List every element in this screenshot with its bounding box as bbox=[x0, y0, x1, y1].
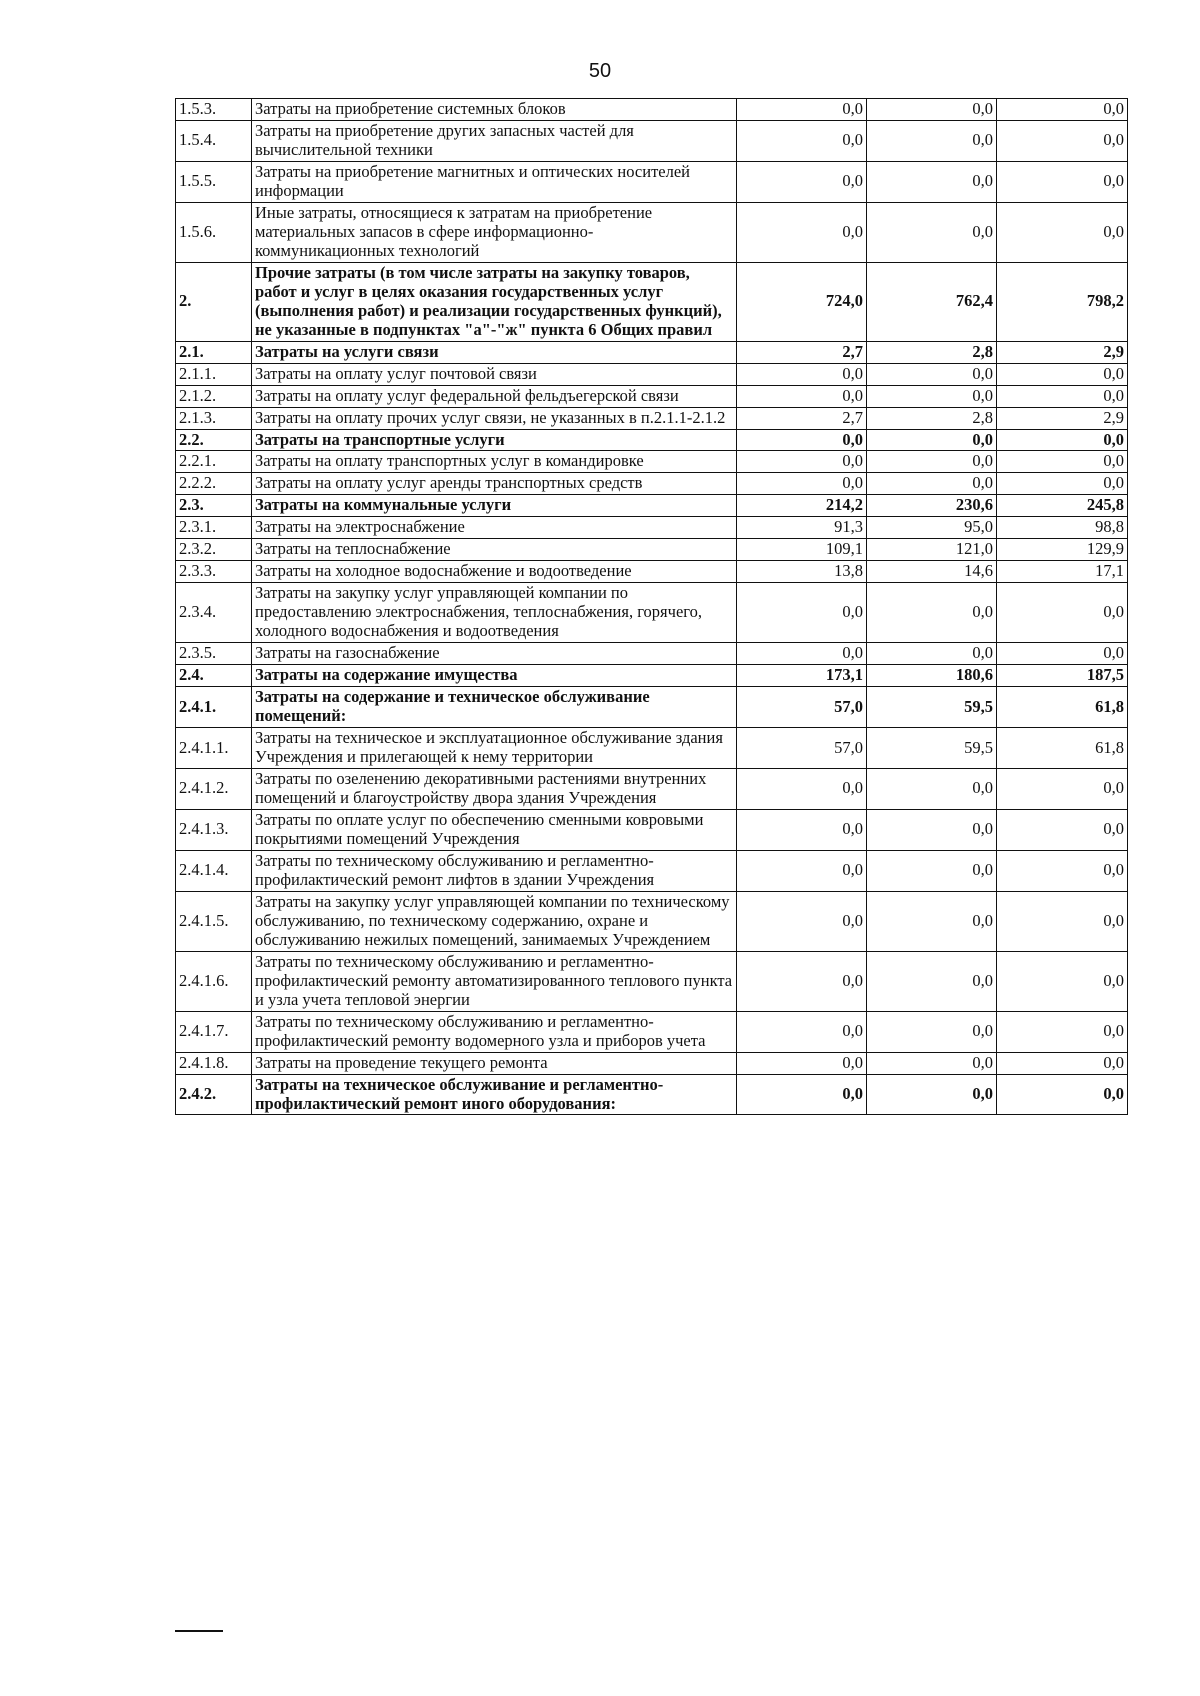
value-year-1: 173,1 bbox=[737, 665, 867, 687]
value-year-2: 0,0 bbox=[867, 850, 997, 891]
value-year-2: 0,0 bbox=[867, 202, 997, 262]
item-number: 2. bbox=[176, 262, 252, 341]
item-number: 2.2.2. bbox=[176, 473, 252, 495]
table-row bbox=[176, 561, 1128, 583]
item-number: 2.4. bbox=[176, 665, 252, 687]
item-description: Затраты на холодное водоснабжение и водоотведение bbox=[252, 561, 737, 583]
table-row bbox=[176, 363, 1128, 385]
value-year-2: 0,0 bbox=[867, 1011, 997, 1052]
value-year-1: 0,0 bbox=[737, 1074, 867, 1115]
item-number: 2.3.4. bbox=[176, 583, 252, 643]
item-number: 2.4.1.6. bbox=[176, 951, 252, 1011]
value-year-2: 14,6 bbox=[867, 561, 997, 583]
table-row bbox=[176, 643, 1128, 665]
value-year-3: 0,0 bbox=[997, 385, 1128, 407]
item-description: Затраты на электроснабжение bbox=[252, 517, 737, 539]
value-year-1: 214,2 bbox=[737, 495, 867, 517]
value-year-1: 0,0 bbox=[737, 643, 867, 665]
page-number: 50 bbox=[588, 60, 612, 82]
value-year-1: 0,0 bbox=[737, 473, 867, 495]
value-year-2: 0,0 bbox=[867, 891, 997, 951]
value-year-1: 2,7 bbox=[737, 407, 867, 429]
table-row bbox=[176, 769, 1128, 810]
item-number: 2.3.5. bbox=[176, 643, 252, 665]
item-number: 2.3. bbox=[176, 495, 252, 517]
value-year-2: 0,0 bbox=[867, 120, 997, 161]
table-row bbox=[176, 728, 1128, 769]
value-year-1: 0,0 bbox=[737, 429, 867, 451]
value-year-2: 2,8 bbox=[867, 341, 997, 363]
table-row bbox=[176, 495, 1128, 517]
value-year-2: 0,0 bbox=[867, 951, 997, 1011]
table-row bbox=[176, 583, 1128, 643]
item-description: Затраты на содержание имущества bbox=[252, 665, 737, 687]
value-year-3: 0,0 bbox=[997, 583, 1128, 643]
value-year-3: 0,0 bbox=[997, 951, 1128, 1011]
item-number: 1.5.4. bbox=[176, 120, 252, 161]
item-description: Затраты на оплату прочих услуг связи, не указанных в п.2.1.1-2.1.2 bbox=[252, 407, 737, 429]
item-number: 2.1.2. bbox=[176, 385, 252, 407]
item-description: Прочие затраты (в том числе затраты на закупку товаров, работ и услуг в целях оказания государственных услуг (выполнения работ) и реализации государственных функций), не указанные в подпунктах "а"-"ж" пункта 6 Общих правил bbox=[252, 262, 737, 341]
item-number: 2.2.1. bbox=[176, 451, 252, 473]
value-year-3: 187,5 bbox=[997, 665, 1128, 687]
item-number: 1.5.3. bbox=[176, 99, 252, 121]
value-year-3: 0,0 bbox=[997, 1052, 1128, 1074]
item-number: 2.1.1. bbox=[176, 363, 252, 385]
item-description: Затраты на приобретение других запасных частей для вычислительной техники bbox=[252, 120, 737, 161]
value-year-3: 0,0 bbox=[997, 891, 1128, 951]
budget-table-body bbox=[176, 99, 1128, 1115]
value-year-3: 61,8 bbox=[997, 687, 1128, 728]
value-year-1: 91,3 bbox=[737, 517, 867, 539]
value-year-1: 0,0 bbox=[737, 850, 867, 891]
table-row bbox=[176, 891, 1128, 951]
value-year-2: 0,0 bbox=[867, 429, 997, 451]
value-year-1: 0,0 bbox=[737, 120, 867, 161]
item-number: 2.4.1.1. bbox=[176, 728, 252, 769]
value-year-1: 57,0 bbox=[737, 687, 867, 728]
item-description: Затраты на приобретение системных блоков bbox=[252, 99, 737, 121]
value-year-3: 0,0 bbox=[997, 850, 1128, 891]
value-year-1: 0,0 bbox=[737, 951, 867, 1011]
item-description: Затраты на газоснабжение bbox=[252, 643, 737, 665]
value-year-2: 0,0 bbox=[867, 583, 997, 643]
value-year-3: 0,0 bbox=[997, 363, 1128, 385]
table-row bbox=[176, 539, 1128, 561]
table-row bbox=[176, 99, 1128, 121]
table-row bbox=[176, 665, 1128, 687]
value-year-3: 98,8 bbox=[997, 517, 1128, 539]
value-year-1: 0,0 bbox=[737, 161, 867, 202]
table-row bbox=[176, 1052, 1128, 1074]
value-year-3: 0,0 bbox=[997, 451, 1128, 473]
value-year-2: 2,8 bbox=[867, 407, 997, 429]
table-row bbox=[176, 1011, 1128, 1052]
value-year-2: 59,5 bbox=[867, 728, 997, 769]
item-description: Затраты на техническое обслуживание и регламентно-профилактический ремонт иного оборудования: bbox=[252, 1074, 737, 1115]
value-year-1: 0,0 bbox=[737, 1052, 867, 1074]
value-year-2: 762,4 bbox=[867, 262, 997, 341]
item-number: 2.4.1.3. bbox=[176, 809, 252, 850]
value-year-3: 245,8 bbox=[997, 495, 1128, 517]
item-description: Затраты на коммунальные услуги bbox=[252, 495, 737, 517]
value-year-2: 0,0 bbox=[867, 473, 997, 495]
item-number: 2.1.3. bbox=[176, 407, 252, 429]
value-year-2: 0,0 bbox=[867, 1074, 997, 1115]
value-year-2: 0,0 bbox=[867, 385, 997, 407]
budget-table bbox=[175, 98, 1128, 1115]
value-year-3: 2,9 bbox=[997, 341, 1128, 363]
item-number: 2.1. bbox=[176, 341, 252, 363]
value-year-1: 0,0 bbox=[737, 769, 867, 810]
item-number: 1.5.6. bbox=[176, 202, 252, 262]
value-year-1: 0,0 bbox=[737, 1011, 867, 1052]
value-year-1: 0,0 bbox=[737, 202, 867, 262]
table-row bbox=[176, 1074, 1128, 1115]
item-number: 2.3.1. bbox=[176, 517, 252, 539]
value-year-1: 2,7 bbox=[737, 341, 867, 363]
item-description: Затраты на транспортные услуги bbox=[252, 429, 737, 451]
value-year-1: 0,0 bbox=[737, 809, 867, 850]
value-year-2: 59,5 bbox=[867, 687, 997, 728]
item-number: 2.4.2. bbox=[176, 1074, 252, 1115]
value-year-3: 0,0 bbox=[997, 1011, 1128, 1052]
item-description: Затраты на приобретение магнитных и оптических носителей информации bbox=[252, 161, 737, 202]
value-year-2: 0,0 bbox=[867, 363, 997, 385]
item-number: 2.2. bbox=[176, 429, 252, 451]
item-description: Затраты на закупку услуг управляющей компании по предоставлению электроснабжения, теплоснабжения, горячего, холодного водоснабжения и водоотведения bbox=[252, 583, 737, 643]
item-description: Затраты на содержание и техническое обслуживание помещений: bbox=[252, 687, 737, 728]
table-row bbox=[176, 385, 1128, 407]
item-description: Иные затраты, относящиеся к затратам на приобретение материальных запасов в сфере информационно-коммуникационных технологий bbox=[252, 202, 737, 262]
footnote-separator bbox=[175, 1630, 223, 1632]
value-year-1: 0,0 bbox=[737, 385, 867, 407]
table-row bbox=[176, 161, 1128, 202]
item-description: Затраты по техническому обслуживанию и регламентно-профилактический ремонт лифтов в здании Учреждения bbox=[252, 850, 737, 891]
value-year-3: 0,0 bbox=[997, 473, 1128, 495]
table-row bbox=[176, 202, 1128, 262]
value-year-1: 109,1 bbox=[737, 539, 867, 561]
item-number: 2.4.1.2. bbox=[176, 769, 252, 810]
table-row bbox=[176, 407, 1128, 429]
value-year-3: 0,0 bbox=[997, 643, 1128, 665]
value-year-1: 0,0 bbox=[737, 363, 867, 385]
value-year-3: 0,0 bbox=[997, 429, 1128, 451]
item-number: 2.3.2. bbox=[176, 539, 252, 561]
table-row bbox=[176, 517, 1128, 539]
item-description: Затраты на оплату транспортных услуг в командировке bbox=[252, 451, 737, 473]
item-description: Затраты на услуги связи bbox=[252, 341, 737, 363]
value-year-3: 0,0 bbox=[997, 161, 1128, 202]
value-year-3: 61,8 bbox=[997, 728, 1128, 769]
value-year-1: 0,0 bbox=[737, 891, 867, 951]
value-year-1: 57,0 bbox=[737, 728, 867, 769]
value-year-3: 0,0 bbox=[997, 1074, 1128, 1115]
table-row bbox=[176, 809, 1128, 850]
item-description: Затраты по озеленению декоративными растениями внутренних помещений и благоустройству двора здания Учреждения bbox=[252, 769, 737, 810]
value-year-1: 0,0 bbox=[737, 583, 867, 643]
value-year-2: 0,0 bbox=[867, 451, 997, 473]
table-row bbox=[176, 451, 1128, 473]
table-row bbox=[176, 473, 1128, 495]
value-year-3: 17,1 bbox=[997, 561, 1128, 583]
item-number: 2.4.1.4. bbox=[176, 850, 252, 891]
item-description: Затраты на проведение текущего ремонта bbox=[252, 1052, 737, 1074]
value-year-2: 0,0 bbox=[867, 643, 997, 665]
table-row bbox=[176, 341, 1128, 363]
value-year-3: 129,9 bbox=[997, 539, 1128, 561]
value-year-2: 0,0 bbox=[867, 161, 997, 202]
item-description: Затраты на оплату услуг аренды транспортных средств bbox=[252, 473, 737, 495]
value-year-2: 230,6 bbox=[867, 495, 997, 517]
table-row bbox=[176, 429, 1128, 451]
item-number: 2.4.1.8. bbox=[176, 1052, 252, 1074]
table-row bbox=[176, 951, 1128, 1011]
table-row bbox=[176, 262, 1128, 341]
item-description: Затраты на оплату услуг почтовой связи bbox=[252, 363, 737, 385]
table-row bbox=[176, 687, 1128, 728]
item-description: Затраты по техническому обслуживанию и регламентно-профилактический ремонту водомерного узла и приборов учета bbox=[252, 1011, 737, 1052]
item-description: Затраты на теплоснабжение bbox=[252, 539, 737, 561]
table-row bbox=[176, 850, 1128, 891]
value-year-3: 0,0 bbox=[997, 120, 1128, 161]
item-description: Затраты на техническое и эксплуатационное обслуживание здания Учреждения и прилегающей к нему территории bbox=[252, 728, 737, 769]
value-year-2: 95,0 bbox=[867, 517, 997, 539]
value-year-3: 0,0 bbox=[997, 99, 1128, 121]
item-number: 2.4.1. bbox=[176, 687, 252, 728]
item-description: Затраты по техническому обслуживанию и регламентно-профилактический ремонту автоматизированного теплового пункта и узла учета тепловой энергии bbox=[252, 951, 737, 1011]
item-description: Затраты по оплате услуг по обеспечению сменными ковровыми покрытиями помещений Учреждения bbox=[252, 809, 737, 850]
value-year-2: 0,0 bbox=[867, 99, 997, 121]
value-year-3: 0,0 bbox=[997, 809, 1128, 850]
value-year-1: 724,0 bbox=[737, 262, 867, 341]
value-year-1: 13,8 bbox=[737, 561, 867, 583]
value-year-2: 121,0 bbox=[867, 539, 997, 561]
value-year-3: 0,0 bbox=[997, 202, 1128, 262]
item-number: 2.3.3. bbox=[176, 561, 252, 583]
value-year-3: 2,9 bbox=[997, 407, 1128, 429]
value-year-1: 0,0 bbox=[737, 451, 867, 473]
value-year-2: 0,0 bbox=[867, 809, 997, 850]
table-row bbox=[176, 120, 1128, 161]
value-year-2: 0,0 bbox=[867, 1052, 997, 1074]
item-description: Затраты на закупку услуг управляющей компании по техническому обслуживанию, по техническому содержанию, охране и обслуживанию нежилых помещений, занимаемых Учреждением bbox=[252, 891, 737, 951]
value-year-3: 798,2 bbox=[997, 262, 1128, 341]
item-number: 2.4.1.7. bbox=[176, 1011, 252, 1052]
item-description: Затраты на оплату услуг федеральной фельдъегерской связи bbox=[252, 385, 737, 407]
value-year-3: 0,0 bbox=[997, 769, 1128, 810]
value-year-1: 0,0 bbox=[737, 99, 867, 121]
item-number: 1.5.5. bbox=[176, 161, 252, 202]
value-year-2: 180,6 bbox=[867, 665, 997, 687]
value-year-2: 0,0 bbox=[867, 769, 997, 810]
item-number: 2.4.1.5. bbox=[176, 891, 252, 951]
